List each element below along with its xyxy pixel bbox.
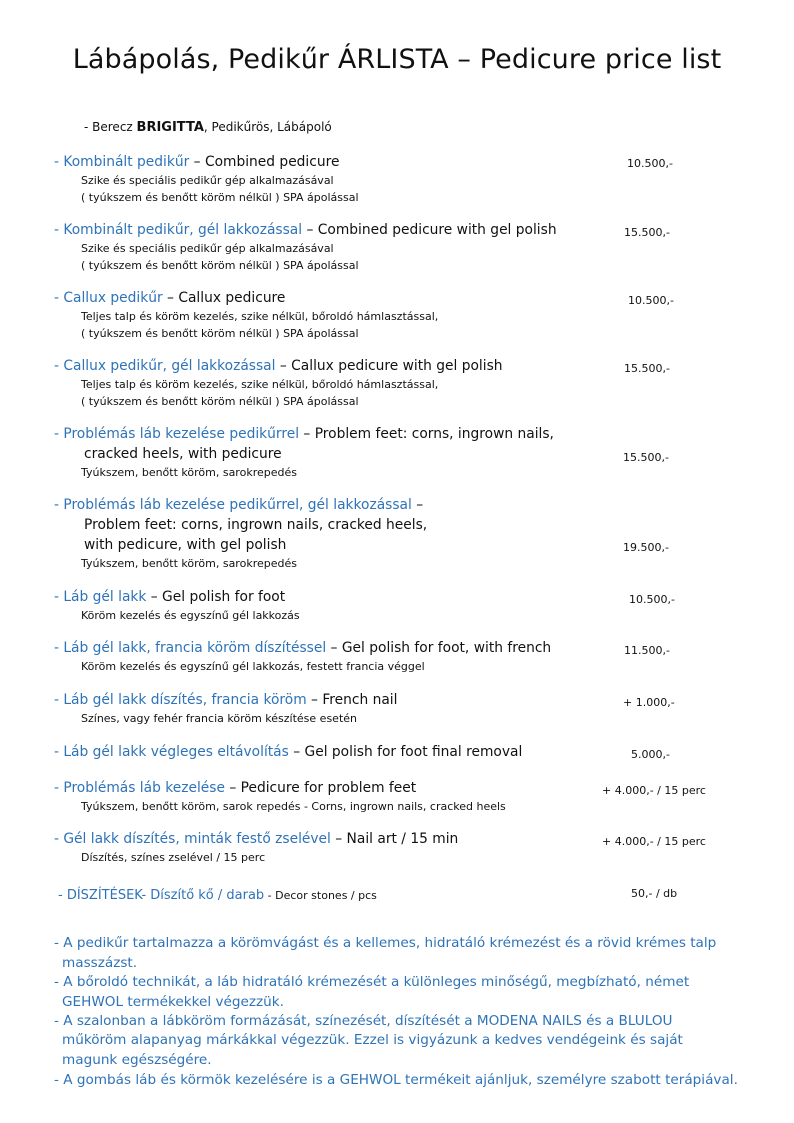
service-detail: Díszítés, színes zselével / 15 perc xyxy=(81,851,266,864)
service-detail: ( tyúkszem és benőtt köröm nélkül ) SPA ápolással xyxy=(81,395,359,408)
service-detail: ( tyúkszem és benőtt köröm nélkül ) SPA ápolással xyxy=(81,259,359,272)
service-detail: Teljes talp és köröm kezelés, szike nélkül, bőroldó hámlasztással, xyxy=(81,310,439,323)
service-detail: Színes, vagy fehér francia köröm készítése esetén xyxy=(81,712,357,725)
service-detail: Teljes talp és köröm kezelés, szike nélkül, bőroldó hámlasztással, xyxy=(81,378,439,391)
service-price: 10.500,- xyxy=(629,593,675,606)
service-price: 10.500,- xyxy=(628,294,674,307)
service-detail: ( tyúkszem és benőtt köröm nélkül ) SPA ápolással xyxy=(81,327,359,340)
service-detail: Szike és speciális pedikűr gép alkalmazásával xyxy=(81,242,334,255)
service-title-continued: with pedicure, with gel polish xyxy=(84,537,287,553)
service-title: - Láb gél lakk díszítés, francia köröm – French nail xyxy=(54,692,398,708)
service-title: - Kombinált pedikűr – Combined pedicure xyxy=(54,154,340,170)
decor-price: 50,- / db xyxy=(631,887,678,900)
service-price: 15.500,- xyxy=(624,362,670,375)
service-price: + 4.000,- / 15 perc xyxy=(602,835,706,848)
service-price: 15.500,- xyxy=(623,451,669,464)
decor-line xyxy=(58,884,377,903)
service-title: - Problémás láb kezelése pedikűrrel – Problem feet: corns, ingrown nails, xyxy=(54,426,554,442)
service-price: 15.500,- xyxy=(624,226,670,239)
note-line: műköröm alapanyag márkákkal végezzük. Ezzel is vigyázunk a kedves vendégeink és saját xyxy=(62,1032,683,1048)
note-line: GEHWOL termékekkel végezzük. xyxy=(62,994,284,1010)
service-detail: Tyúkszem, benőtt köröm, sarok repedés - Corns, ingrown nails, cracked heels xyxy=(81,800,506,813)
author-line xyxy=(84,120,332,135)
service-detail: Tyúkszem, benőtt köröm, sarokrepedés xyxy=(81,466,297,479)
service-title: - Callux pedikűr – Callux pedicure xyxy=(54,290,286,306)
note-line: magunk egészségére. xyxy=(62,1052,212,1068)
service-title: - Gél lakk díszítés, minták festő zselével – Nail art / 15 min xyxy=(54,831,459,847)
service-detail: Köröm kezelés és egyszínű gél lakkozás, festett francia véggel xyxy=(81,660,425,673)
author-name: BRIGITTA xyxy=(136,120,204,135)
note-line: - A gombás láb és körmök kezelésére is a GEHWOL termékeit ajánljuk, személyre szabott terápiával. xyxy=(54,1072,738,1088)
service-price: + 4.000,- / 15 perc xyxy=(602,784,706,797)
service-price: + 1.000,- xyxy=(623,696,675,709)
note-line: - A pedikűr tartalmazza a körömvágást és a kellemes, hidratáló krémezést és a rövid krémes talp xyxy=(54,935,717,951)
author-role: , Pedikűrös, Lábápoló xyxy=(203,120,332,134)
service-title: - Láb gél lakk, francia köröm díszítéssel – Gel polish for foot, with french xyxy=(54,640,552,656)
service-price: 5.000,- xyxy=(631,748,670,761)
service-title: - Kombinált pedikűr, gél lakkozással – Combined pedicure with gel polish xyxy=(54,222,557,238)
author-prefix: - Berecz xyxy=(84,120,137,134)
service-detail: Szike és speciális pedikűr gép alkalmazásával xyxy=(81,174,334,187)
service-price: 19.500,- xyxy=(623,541,669,554)
note-line: - A bőroldó technikát, a láb hidratáló krémezését a különleges minőségű, megbízható, német xyxy=(54,974,690,990)
page-title: Lábápolás, Pedikűr ÁRLISTA – Pedicure price list xyxy=(72,44,722,75)
service-price: 11.500,- xyxy=(624,644,670,657)
service-price: 10.500,- xyxy=(627,157,673,170)
service-title: - Láb gél lakk végleges eltávolítás – Gel polish for foot final removal xyxy=(54,744,523,760)
decor-title-en: - Decor stones / pcs xyxy=(264,889,377,902)
decor-title: - DÍSZÍTÉSEK- Díszítő kő / darab xyxy=(58,888,265,903)
service-detail: ( tyúkszem és benőtt köröm nélkül ) SPA ápolással xyxy=(81,191,359,204)
service-detail: Tyúkszem, benőtt köröm, sarokrepedés xyxy=(81,557,297,570)
service-title: - Problémás láb kezelése pedikűrrel, gél lakkozással – xyxy=(54,497,424,513)
service-title-continued: Problem feet: corns, ingrown nails, cracked heels, xyxy=(84,517,428,533)
service-detail: Köröm kezelés és egyszínű gél lakkozás xyxy=(81,609,300,622)
service-title: - Problémás láb kezelése – Pedicure for problem feet xyxy=(54,780,417,796)
service-title-continued: cracked heels, with pedicure xyxy=(84,446,282,462)
service-title: - Callux pedikűr, gél lakkozással – Callux pedicure with gel polish xyxy=(54,358,503,374)
service-title: - Láb gél lakk – Gel polish for foot xyxy=(54,589,286,605)
note-line: masszázst. xyxy=(62,955,138,971)
note-line: - A szalonban a lábköröm formázását, színezését, díszítését a MODENA NAILS és a BLULOU xyxy=(54,1013,673,1029)
